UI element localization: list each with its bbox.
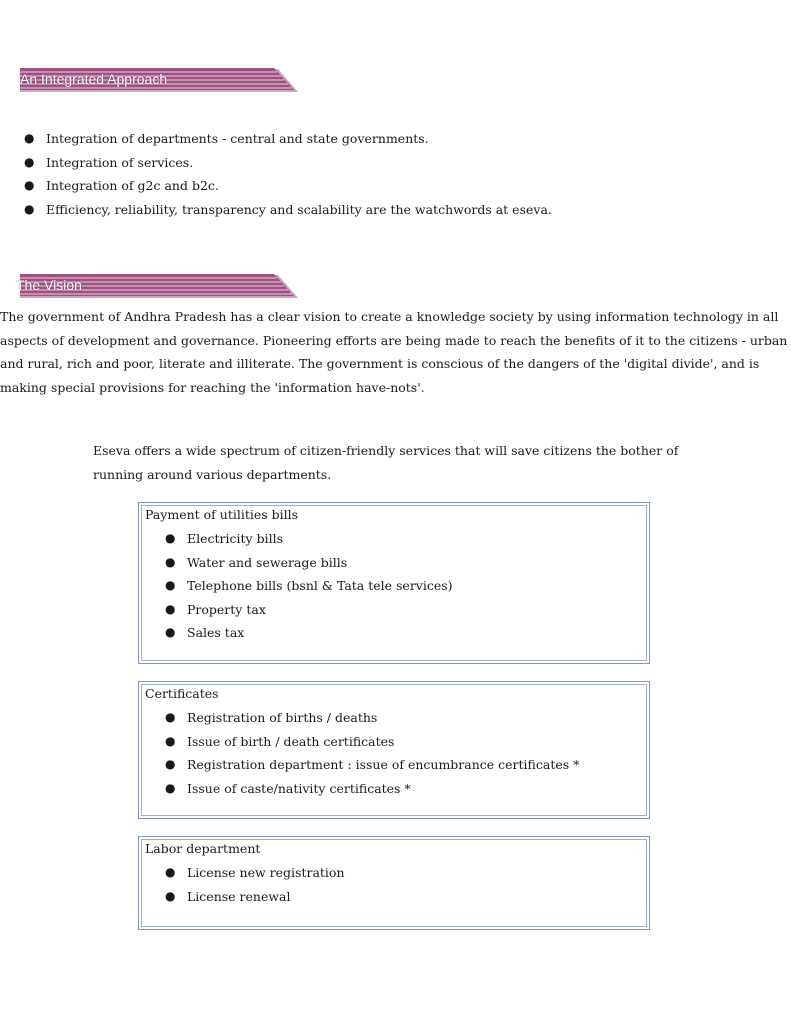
service-list	[165, 527, 453, 645]
list-item-text: Sales tax	[187, 625, 245, 640]
service-list	[165, 861, 345, 908]
list-item	[165, 574, 453, 598]
list-item-text: Telephone bills (bsnl & Tata tele services)	[187, 578, 453, 593]
list-item	[24, 174, 552, 198]
box-title: Labor department	[145, 841, 261, 856]
list-item-text: Issue of caste/nativity certificates *	[187, 780, 411, 796]
list-item-text: Efficiency, reliability, transparency and scalability are the watchwords at eseva.	[46, 201, 552, 217]
list-item-text: Registration department : issue of encumbrance certificates *	[187, 757, 580, 772]
bullet-dot-icon: ●	[165, 625, 176, 639]
list-item-text: Registration of births / deaths	[187, 710, 378, 725]
list-item-text: Integration of services.	[46, 154, 194, 170]
banner-title: An Integrated Approach	[20, 71, 168, 87]
list-item	[165, 551, 453, 575]
bullet-dot-icon: ●	[165, 888, 176, 903]
bullet-dot-icon: ●	[165, 601, 176, 616]
bullet-dot-icon: ●	[165, 757, 176, 771]
list-item	[24, 198, 552, 222]
bullet-dot-icon: ●	[165, 733, 176, 748]
list-item-text: Electricity bills	[187, 531, 283, 546]
service-box-labor	[138, 836, 650, 930]
banner-integrated-approach	[20, 68, 300, 94]
list-item	[165, 777, 579, 801]
list-item	[165, 730, 579, 754]
list-item-text: Issue of birth / death certificates	[187, 733, 395, 749]
paragraph-line: and rural, rich and poor, literate and illiterate. The government is conscious of the dangers of the 'digital divide', and is	[0, 356, 760, 371]
list-item	[24, 127, 552, 151]
banner-the-vision	[16, 274, 300, 300]
service-box-utilities	[138, 502, 650, 664]
paragraph-line: The government of Andhra Pradesh has a clear vision to create a knowledge society by using information technology in all	[0, 309, 779, 324]
list-item-text: License new registration	[187, 865, 345, 880]
list-item-text: License renewal	[187, 888, 291, 904]
integration-list	[24, 127, 552, 221]
list-item	[165, 621, 453, 645]
list-item	[165, 861, 345, 885]
list-item	[165, 527, 453, 551]
intro-line: Eseva offers a wide spectrum of citizen-friendly services that will save citizens the bother of	[93, 443, 679, 458]
box-title: Payment of utilities bills	[145, 507, 299, 522]
list-item	[165, 706, 579, 730]
list-item-text: Property tax	[187, 601, 266, 617]
bullet-dot-icon: ●	[165, 578, 176, 592]
paragraph-line: making special provisions for reaching the 'information have-nots'.	[0, 379, 425, 395]
bullet-dot-icon: ●	[24, 131, 35, 145]
bullet-dot-icon: ●	[24, 201, 35, 216]
list-item	[165, 753, 580, 777]
vision-paragraph	[0, 305, 791, 399]
paragraph-line: aspects of development and governance. Pioneering efforts are being made to reach the benefits of it to the citizens - urban	[0, 332, 788, 348]
bullet-dot-icon: ●	[165, 531, 176, 545]
intro-line: running around various departments.	[93, 466, 332, 482]
bullet-dot-icon: ●	[165, 554, 176, 569]
bullet-dot-icon: ●	[165, 710, 176, 724]
list-item-text: Integration of departments - central and state governments.	[46, 131, 429, 146]
list-item-text: Water and sewerage bills	[187, 554, 348, 570]
banner-title: The Vision	[16, 277, 82, 293]
service-box-certificates	[138, 681, 650, 819]
bullet-dot-icon: ●	[24, 154, 35, 169]
list-item	[165, 598, 453, 622]
list-item	[165, 885, 345, 909]
services-intro	[93, 439, 713, 486]
box-title: Certificates	[145, 686, 219, 701]
service-list	[165, 706, 580, 800]
bullet-dot-icon: ●	[165, 780, 176, 795]
bullet-dot-icon: ●	[24, 178, 35, 192]
bullet-dot-icon: ●	[165, 865, 176, 879]
list-item-text: Integration of g2c and b2c.	[46, 178, 219, 193]
list-item	[24, 151, 552, 175]
